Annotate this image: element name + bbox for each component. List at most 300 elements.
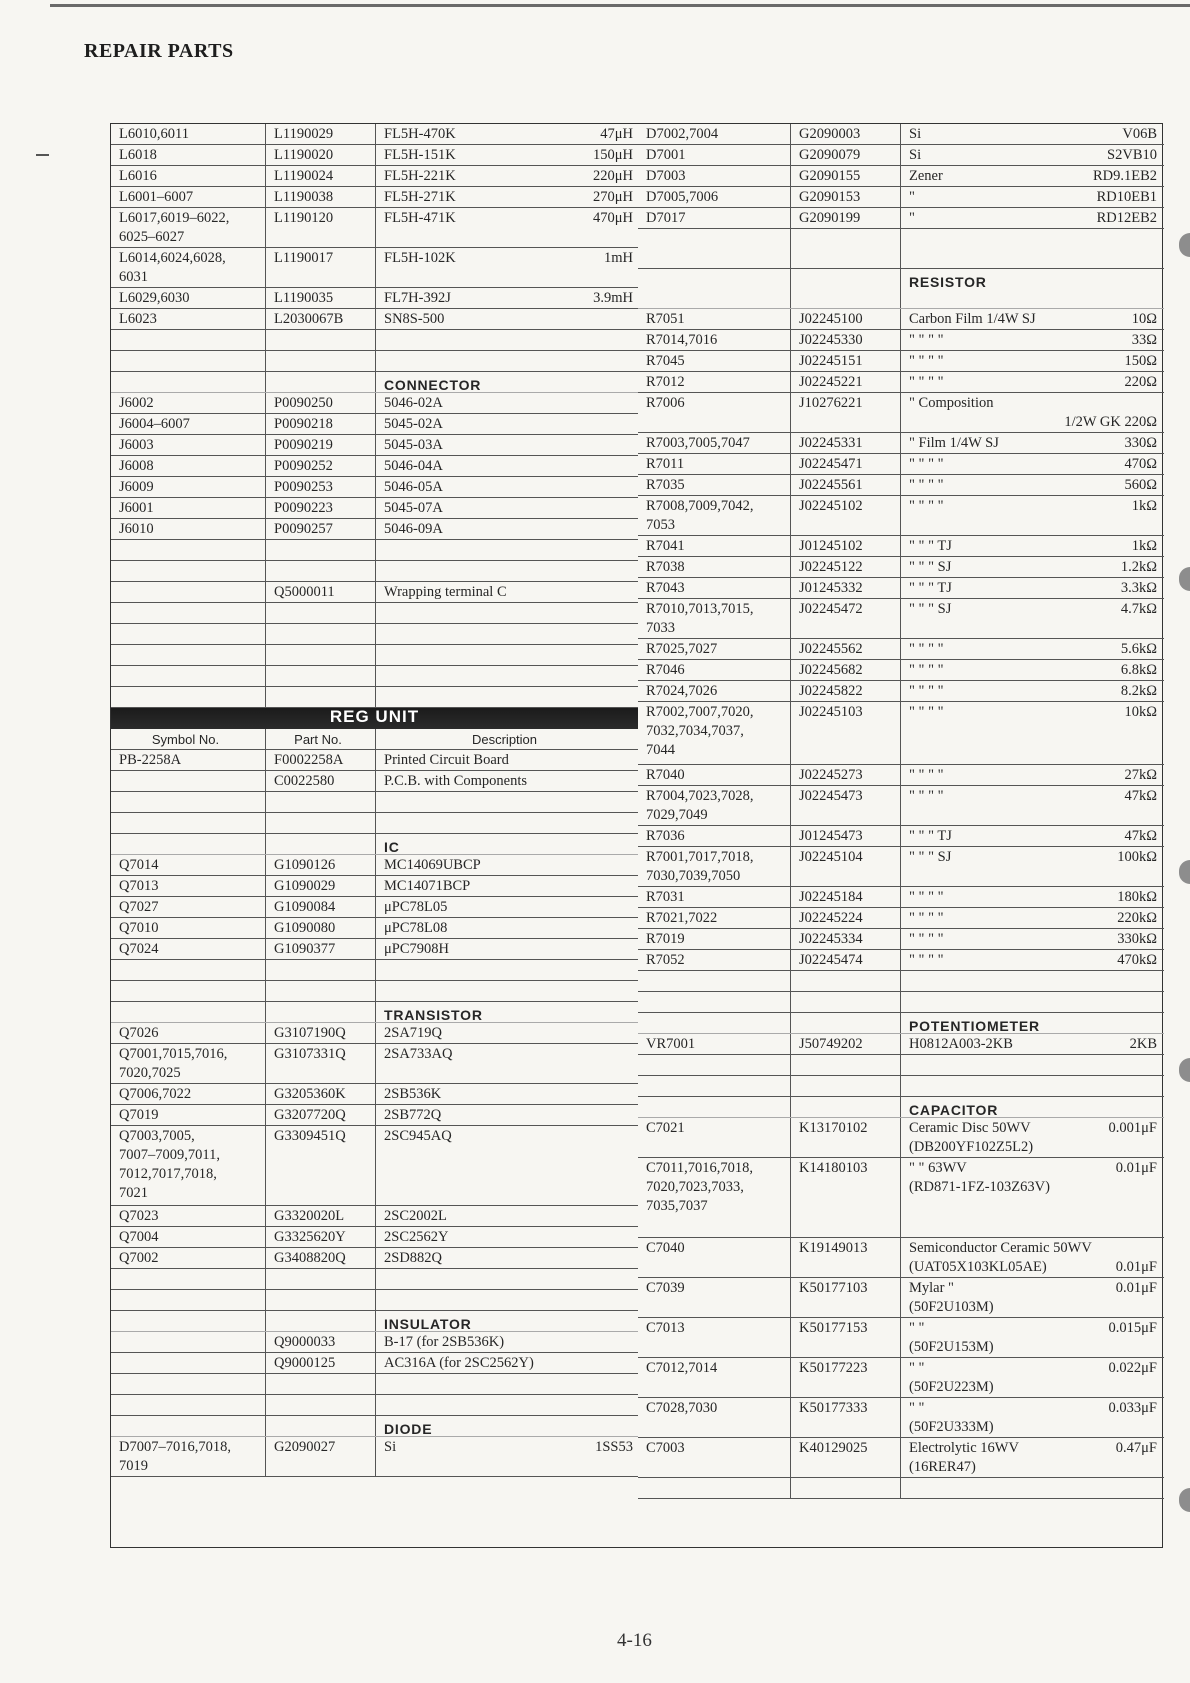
- description-cell: [901, 765, 1164, 785]
- part-no-cell: J02245151: [791, 351, 901, 371]
- description-cell: [901, 145, 1164, 165]
- symbol-no-cell: Q7010: [111, 918, 266, 938]
- description-cell: [901, 1076, 1164, 1096]
- symbol-no-cell: R7051: [638, 309, 791, 329]
- part-no-cell: Q5000011: [266, 582, 376, 602]
- table-row: [111, 248, 638, 288]
- table-row: [111, 1290, 638, 1311]
- symbol-no-cell: R7052: [638, 950, 791, 970]
- symbol-no-cell: R7014,7016: [638, 330, 791, 350]
- description-cell: [376, 309, 638, 329]
- symbol-no-cell: Q7024: [111, 939, 266, 959]
- description-cell: [376, 1269, 638, 1289]
- symbol-no-cell: R7006: [638, 393, 791, 432]
- table-row: [638, 578, 1164, 599]
- part-no-cell: K14180103: [791, 1158, 901, 1237]
- description-text: MC14069UBCP: [384, 857, 481, 873]
- description-cell: [376, 687, 638, 707]
- part-no-cell: [266, 603, 376, 623]
- description-cell: [376, 645, 638, 665]
- part-no-cell: L1190038: [266, 187, 376, 207]
- description-split: [909, 848, 1159, 867]
- description-cell: [901, 971, 1164, 991]
- value-text: 560Ω: [1124, 477, 1157, 493]
- part-no-cell: [266, 624, 376, 644]
- table-row: [638, 702, 1164, 765]
- table-row: [111, 750, 638, 771]
- part-no-cell: G1090029: [266, 876, 376, 896]
- value-text: 0.01μF: [1115, 1160, 1157, 1176]
- description-split: [384, 1127, 633, 1146]
- description-text: 2SC2562Y: [384, 1229, 449, 1245]
- description-split: [909, 331, 1159, 350]
- table-row: [111, 330, 638, 351]
- description-text: " " " TJ: [909, 828, 952, 844]
- table-row: [638, 950, 1164, 971]
- symbol-no-cell: R7036: [638, 826, 791, 846]
- description-split: [384, 1085, 633, 1104]
- description-cell: Description: [471, 732, 538, 747]
- part-no-cell: P0090252: [266, 456, 376, 476]
- description-cell: [376, 1206, 638, 1226]
- part-no-cell: P0090218: [266, 414, 376, 434]
- description-cell: [376, 288, 638, 308]
- table-row: [111, 414, 638, 435]
- table-row: [638, 887, 1164, 908]
- symbol-no-cell: L6016: [111, 166, 266, 186]
- description-split: [384, 1106, 633, 1125]
- description-split: [384, 289, 633, 308]
- symbol-no-cell: [111, 1353, 266, 1373]
- table-row: [638, 393, 1164, 433]
- part-no-cell: J01245102: [791, 536, 901, 556]
- value-text: 2KB: [1129, 1036, 1157, 1052]
- symbol-no-cell: D7017: [638, 208, 791, 228]
- description-split: [384, 146, 633, 165]
- description-split: [384, 1249, 633, 1268]
- description-cell: [376, 771, 638, 791]
- symbol-no-cell: [638, 269, 791, 308]
- section-header: DIODE: [384, 1421, 433, 1436]
- description-text: " " " ": [909, 683, 944, 699]
- description-split: [909, 497, 1159, 516]
- binding-hole-mark: [1179, 1488, 1190, 1512]
- symbol-no-cell: R7025,7027: [638, 639, 791, 659]
- part-no-cell: G3207720Q: [266, 1105, 376, 1125]
- description-cell: [901, 393, 1164, 432]
- symbol-no-cell: J6004–6007: [111, 414, 266, 434]
- symbol-no-cell: R7046: [638, 660, 791, 680]
- symbol-no-cell: C7040: [638, 1238, 791, 1277]
- description-split: [384, 919, 633, 938]
- symbol-no-cell: [111, 813, 266, 833]
- part-no-cell: [266, 666, 376, 686]
- part-no-cell: Q9000033: [266, 1332, 376, 1352]
- symbol-no-cell: [638, 1097, 791, 1117]
- description-cell: [376, 166, 638, 186]
- part-no-cell: J01245332: [791, 578, 901, 598]
- symbol-no-cell: [111, 960, 266, 980]
- description-split: [384, 1333, 633, 1352]
- binding-hole-mark: [1179, 1058, 1190, 1082]
- part-no-cell: K40129025: [791, 1438, 901, 1477]
- part-no-cell: K50177153: [791, 1318, 901, 1357]
- section-header: IC: [384, 839, 400, 854]
- part-no-cell: [266, 1002, 376, 1022]
- value-text: 220μH: [593, 168, 633, 184]
- part-no-cell: L2030067B: [266, 309, 376, 329]
- symbol-no-cell: Q7019: [111, 1105, 266, 1125]
- part-no-cell: [791, 1076, 901, 1096]
- symbol-no-cell: [111, 1332, 266, 1352]
- symbol-no-cell: L6010,6011: [111, 124, 266, 144]
- description-cell: [376, 145, 638, 165]
- part-no-cell: J02245104: [791, 847, 901, 886]
- description-text: 5046-09A: [384, 521, 443, 537]
- description-cell: [901, 826, 1164, 846]
- description-text: ": [909, 210, 915, 226]
- description-text: " " (50F2U153M): [909, 1320, 994, 1355]
- description-split: [909, 146, 1159, 165]
- part-no-cell: J10276221: [791, 393, 901, 432]
- table-row: [111, 813, 638, 834]
- description-split: [909, 558, 1159, 577]
- symbol-no-cell: [111, 1416, 266, 1436]
- symbol-no-cell: Q7004: [111, 1227, 266, 1247]
- section-header: CONNECTOR: [384, 377, 482, 392]
- description-text: 5045-03A: [384, 437, 443, 453]
- symbol-no-cell: L6001–6007: [111, 187, 266, 207]
- description-split: [384, 583, 633, 602]
- part-no-cell: [266, 372, 376, 392]
- table-row: [111, 393, 638, 414]
- description-text: " " " ": [909, 931, 944, 947]
- description-text: " " " ": [909, 353, 944, 369]
- value-text: 220Ω: [1124, 374, 1157, 390]
- description-cell: [376, 876, 638, 896]
- description-split: [384, 310, 633, 329]
- description-split: [909, 394, 1159, 432]
- description-split: [909, 167, 1159, 186]
- description-split: [384, 188, 633, 207]
- description-cell: [901, 1398, 1164, 1437]
- table-row: [638, 475, 1164, 496]
- description-text: Si: [909, 147, 922, 163]
- description-text: μPC78L08: [384, 920, 448, 936]
- part-no-cell: J02245471: [791, 454, 901, 474]
- symbol-no-cell: [111, 792, 266, 812]
- description-text: SN8S-500: [384, 311, 445, 327]
- value-text: 220kΩ: [1117, 910, 1157, 926]
- table-row: [638, 351, 1164, 372]
- binding-hole-mark: [1179, 860, 1190, 884]
- description-cell: [901, 887, 1164, 907]
- symbol-no-cell: D7007–7016,7018, 7019: [111, 1437, 266, 1476]
- description-text: " " " TJ: [909, 538, 952, 554]
- description-split: [909, 930, 1159, 949]
- description-cell: [901, 992, 1164, 1012]
- symbol-no-cell: Q7003,7005, 7007–7009,7011, 7012,7017,7018, 7021: [111, 1126, 266, 1205]
- description-text: 5045-07A: [384, 500, 443, 516]
- description-text: " " " ": [909, 704, 944, 720]
- symbol-no-cell: J6010: [111, 519, 266, 539]
- description-text: " " (50F2U333M): [909, 1400, 994, 1435]
- part-no-cell: K50177223: [791, 1358, 901, 1397]
- description-text: 2SC2002L: [384, 1208, 447, 1224]
- description-cell: [901, 1318, 1164, 1357]
- value-text: 33Ω: [1131, 332, 1157, 348]
- part-no-cell: [791, 971, 901, 991]
- description-cell: [376, 1023, 638, 1043]
- description-cell: [901, 496, 1164, 535]
- symbol-no-cell: [111, 1311, 266, 1331]
- symbol-no-cell: [111, 351, 266, 371]
- description-split: [384, 249, 633, 268]
- value-text: 0.015μF: [1108, 1320, 1157, 1336]
- symbol-no-cell: [111, 330, 266, 350]
- symbol-no-cell: Q7023: [111, 1206, 266, 1226]
- description-cell: [901, 372, 1164, 392]
- symbol-no-cell: PB-2258A: [111, 750, 266, 770]
- symbol-no-cell: D7001: [638, 145, 791, 165]
- description-cell: [376, 456, 638, 476]
- description-cell: [376, 813, 638, 833]
- description-split: [384, 1207, 633, 1226]
- table-row: [638, 1278, 1164, 1318]
- table-row: [638, 1438, 1164, 1478]
- description-split: [909, 579, 1159, 598]
- symbol-no-cell: Q7014: [111, 855, 266, 875]
- description-split: [909, 310, 1159, 329]
- table-row: [638, 372, 1164, 393]
- description-split: [384, 1354, 633, 1373]
- part-no-cell: [266, 330, 376, 350]
- symbol-no-cell: [111, 603, 266, 623]
- description-text: " " " ": [909, 889, 944, 905]
- table-row: [638, 639, 1164, 660]
- table-row: [111, 288, 638, 309]
- symbol-no-cell: D7005,7006: [638, 187, 791, 207]
- symbol-no-cell: J6002: [111, 393, 266, 413]
- description-cell: [376, 393, 638, 413]
- part-no-cell: K50177333: [791, 1398, 901, 1437]
- table-row: [111, 1374, 638, 1395]
- symbol-no-cell: R7002,7007,7020, 7032,7034,7037, 7044: [638, 702, 791, 764]
- part-no-cell: J02245334: [791, 929, 901, 949]
- part-no-cell: G1090126: [266, 855, 376, 875]
- part-no-cell: [266, 1311, 376, 1331]
- description-split: [909, 682, 1159, 701]
- symbol-no-cell: R7004,7023,7028, 7029,7049: [638, 786, 791, 825]
- description-cell: [901, 847, 1164, 886]
- description-split: [909, 455, 1159, 474]
- symbol-no-cell: R7011: [638, 454, 791, 474]
- description-cell: [901, 229, 1164, 268]
- table-row: [638, 1158, 1164, 1238]
- part-no-cell: G1090080: [266, 918, 376, 938]
- table-row: [111, 582, 638, 603]
- section-header-row: [638, 1097, 1164, 1118]
- description-text: 2SA719Q: [384, 1025, 443, 1041]
- description-text: B-17 (for 2SB536K): [384, 1334, 505, 1350]
- table-row: [638, 1238, 1164, 1278]
- description-cell: [376, 561, 638, 581]
- table-row: [638, 971, 1164, 992]
- description-split: [909, 1239, 1159, 1277]
- part-no-cell: J02245184: [791, 887, 901, 907]
- part-no-cell: G2090079: [791, 145, 901, 165]
- description-split: [909, 209, 1159, 228]
- description-text: FL5H-102K: [384, 250, 456, 266]
- description-cell: [376, 1105, 638, 1125]
- table-row: [111, 1105, 638, 1126]
- symbol-no-cell: R7019: [638, 929, 791, 949]
- description-cell: [901, 1118, 1164, 1157]
- symbol-no-cell: R7024,7026: [638, 681, 791, 701]
- symbol-no-cell: [111, 687, 266, 707]
- value-text: 180kΩ: [1117, 889, 1157, 905]
- description-text: FL5H-471K: [384, 210, 456, 226]
- description-cell: [376, 750, 638, 770]
- description-cell: [901, 330, 1164, 350]
- description-split: [909, 188, 1159, 207]
- description-text: " " " SJ: [909, 601, 952, 617]
- part-no-cell: G3107190Q: [266, 1023, 376, 1043]
- column-header-row: [111, 729, 638, 750]
- table-row: [111, 540, 638, 561]
- page-number: 4-16: [617, 1630, 652, 1651]
- part-no-cell: G2090155: [791, 166, 901, 186]
- description-split: [909, 1359, 1159, 1397]
- description-text: FL5H-470K: [384, 126, 456, 142]
- value-text: 4.7kΩ: [1120, 601, 1157, 617]
- symbol-no-cell: C7003: [638, 1438, 791, 1477]
- description-split: [384, 457, 633, 476]
- part-no-cell: J02245822: [791, 681, 901, 701]
- table-row: [638, 992, 1164, 1013]
- symbol-no-cell: J6003: [111, 435, 266, 455]
- description-split: [384, 125, 633, 144]
- description-text: " " " ": [909, 374, 944, 390]
- value-text: 10Ω: [1131, 311, 1157, 327]
- symbol-no-cell: [638, 1013, 791, 1033]
- description-text: " " 63WV (RD871-1FZ-103Z63V): [909, 1160, 1050, 1195]
- description-split: [384, 751, 633, 770]
- description-cell: [376, 960, 638, 980]
- part-no-cell: [266, 351, 376, 371]
- description-text: " " " ": [909, 477, 944, 493]
- value-text: 8.2kΩ: [1120, 683, 1157, 699]
- description-text: " " " ": [909, 767, 944, 783]
- part-no-cell: [791, 1097, 901, 1117]
- table-row: [638, 309, 1164, 330]
- symbol-no-cell: J6009: [111, 477, 266, 497]
- description-text: 5046-02A: [384, 395, 443, 411]
- description-text: 2SB772Q: [384, 1107, 442, 1123]
- description-split: [909, 476, 1159, 495]
- description-cell: [901, 351, 1164, 371]
- part-no-cell: J02245562: [791, 639, 901, 659]
- symbol-no-cell: Q7002: [111, 1248, 266, 1268]
- symbol-no-cell: [111, 624, 266, 644]
- description-cell: [376, 540, 638, 560]
- symbol-no-cell: R7035: [638, 475, 791, 495]
- symbol-no-cell: [638, 992, 791, 1012]
- description-cell: [901, 681, 1164, 701]
- table-row: [638, 826, 1164, 847]
- value-text: 150Ω: [1124, 353, 1157, 369]
- value-text: 47kΩ: [1124, 828, 1157, 844]
- table-row: [638, 908, 1164, 929]
- symbol-no-cell: [111, 981, 266, 1001]
- symbol-no-cell: VR7001: [638, 1034, 791, 1054]
- value-text: 1/2W GK 220Ω: [1064, 414, 1157, 430]
- symbol-no-cell: [111, 834, 266, 854]
- margin-tick: [36, 154, 49, 156]
- description-split: [384, 209, 633, 228]
- description-text: 2SC945AQ: [384, 1128, 452, 1144]
- part-no-cell: L1190020: [266, 145, 376, 165]
- description-text: FL5H-221K: [384, 168, 456, 184]
- part-no-cell: [791, 1478, 901, 1498]
- description-cell: [376, 1374, 638, 1394]
- part-no-cell: [791, 1013, 901, 1033]
- description-cell: [376, 519, 638, 539]
- part-no-cell: [266, 1374, 376, 1394]
- table-row: [638, 454, 1164, 475]
- symbol-no-cell: J6008: [111, 456, 266, 476]
- value-text: 1mH: [604, 250, 633, 266]
- description-text: Printed Circuit Board: [384, 752, 509, 768]
- symbol-no-cell: R7041: [638, 536, 791, 556]
- symbol-no-cell: Q7027: [111, 897, 266, 917]
- part-no-cell: G1090377: [266, 939, 376, 959]
- table-row: [111, 645, 638, 666]
- description-text: Ceramic Disc 50WV (DB200YF102Z5L2): [909, 1120, 1034, 1155]
- description-text: MC14071BCP: [384, 878, 471, 894]
- section-header: INSULATOR: [384, 1316, 472, 1331]
- symbol-no-cell: D7002,7004: [638, 124, 791, 144]
- description-split: [909, 1399, 1159, 1437]
- description-cell: [901, 433, 1164, 453]
- symbol-no-cell: L6023: [111, 309, 266, 329]
- description-cell: [376, 477, 638, 497]
- description-text: ": [909, 189, 915, 205]
- table-row: [111, 1269, 638, 1290]
- table-row: [111, 351, 638, 372]
- description-cell: [901, 1358, 1164, 1397]
- description-cell: [376, 1126, 638, 1205]
- description-split: [384, 167, 633, 186]
- symbol-no-cell: C7011,7016,7018, 7020,7023,7033, 7035,7037: [638, 1158, 791, 1237]
- value-text: RD10EB1: [1096, 189, 1157, 205]
- part-no-cell: L1190017: [266, 248, 376, 287]
- part-no-cell: G1090084: [266, 897, 376, 917]
- description-text: " " " ": [909, 641, 944, 657]
- value-text: V06B: [1122, 126, 1157, 142]
- description-cell: [376, 1290, 638, 1310]
- value-text: 47kΩ: [1124, 788, 1157, 804]
- part-no-cell: J02245100: [791, 309, 901, 329]
- description-cell: [376, 1437, 638, 1476]
- part-no-cell: J02245472: [791, 599, 901, 638]
- value-text: 100kΩ: [1117, 849, 1157, 865]
- part-no-cell: J02245221: [791, 372, 901, 392]
- table-row: [638, 1358, 1164, 1398]
- symbol-no-cell: [111, 540, 266, 560]
- description-cell: [901, 660, 1164, 680]
- part-no-cell: P0090250: [266, 393, 376, 413]
